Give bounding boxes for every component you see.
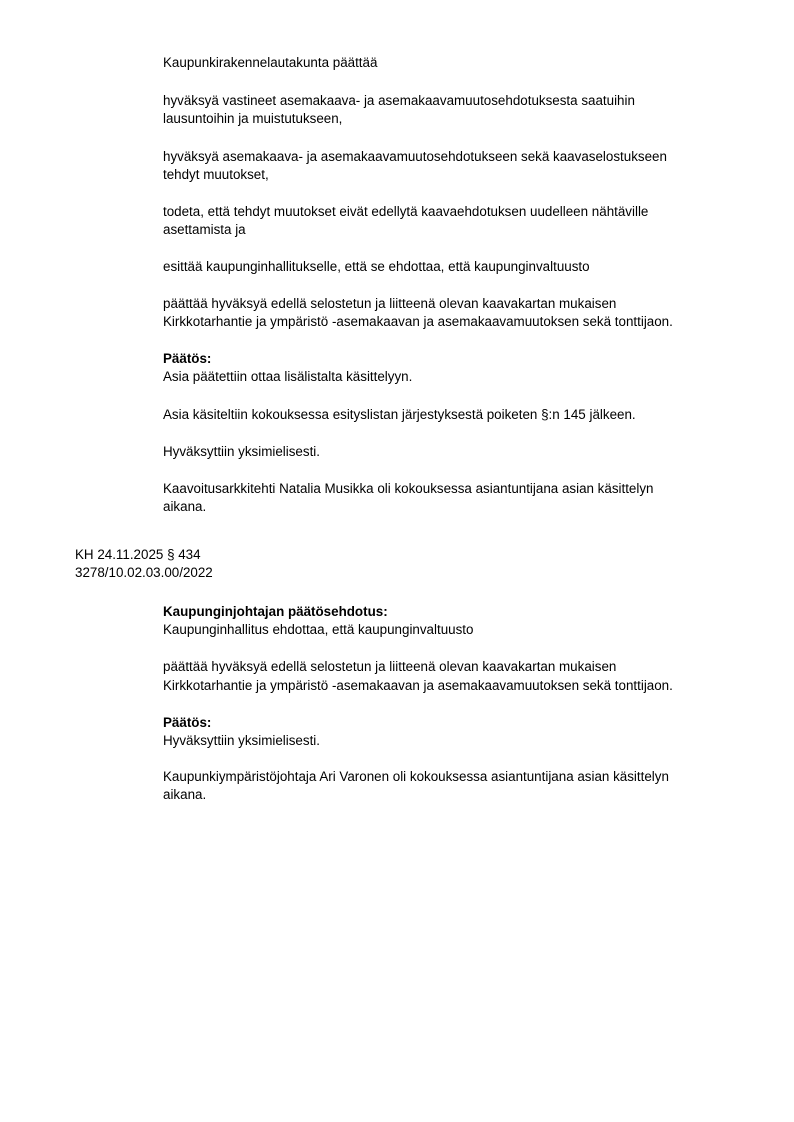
expert2-line-1: Kaupunkiympäristöjohtaja Ari Varonen oli kokouksessa asiantuntijana asian käsittelyn [163, 769, 669, 784]
proposal-body-line-2: Kirkkotarhantie ja ympäristö -asemakaavan ja asemakaavamuutoksen sekä tonttijaon. [163, 678, 673, 693]
proposal-heading: Kaupunginjohtajan päätösehdotus: [163, 604, 388, 619]
decision-line-1: Asia päätettiin ottaa lisälistalta käsittelyyn. [163, 369, 413, 384]
proposal-body-line-1: päättää hyväksyä edellä selostetun ja liitteenä olevan kaavakartan mukaisen [163, 659, 617, 674]
meeting-reference: KH 24.11.2025 § 434 [75, 547, 201, 562]
decision-item-3-line-1: todeta, että tehdyt muutokset eivät edellytä kaavaehdotuksen uudelleen nähtäville [163, 204, 649, 219]
decision-heading-2: Päätös: [163, 715, 212, 730]
decision-item-2-line-2: tehdyt muutokset, [163, 167, 269, 182]
decision-item-5-line-1: päättää hyväksyä edellä selostetun ja liitteenä olevan kaavakartan mukaisen [163, 296, 617, 311]
expert-line-2: aikana. [163, 499, 207, 514]
decision-item-3-line-2: asettamista ja [163, 222, 246, 237]
diary-number: 3278/10.02.03.00/2022 [75, 565, 213, 580]
expert-line-1: Kaavoitusarkkitehti Natalia Musikka oli kokouksessa asiantuntijana asian käsittelyn [163, 481, 654, 496]
board-intro: Kaupunkirakennelautakunta päättää [163, 55, 378, 70]
decision-item-1-line-1: hyväksyä vastineet asemakaava- ja asemakaavamuutosehdotuksesta saatuihin [163, 93, 635, 108]
decision-line-3: Hyväksyttiin yksimielisesti. [163, 444, 320, 459]
expert2-line-2: aikana. [163, 787, 207, 802]
decision-line-2: Asia käsiteltiin kokouksessa esityslistan järjestyksestä poiketen §:n 145 jälkeen. [163, 407, 636, 422]
decision-item-2-line-1: hyväksyä asemakaava- ja asemakaavamuutosehdotukseen sekä kaavaselostukseen [163, 149, 667, 164]
decision-item-1-line-2: lausuntoihin ja muistutukseen, [163, 111, 343, 126]
decision-heading-1: Päätös: [163, 351, 212, 366]
proposal-line: Kaupunginhallitus ehdottaa, että kaupunginvaltuusto [163, 622, 474, 637]
decision-item-4: esittää kaupunginhallitukselle, että se ehdottaa, että kaupunginvaltuusto [163, 259, 590, 274]
decision-item-5-line-2: Kirkkotarhantie ja ympäristö -asemakaavan ja asemakaavamuutoksen sekä tonttijaon. [163, 314, 673, 329]
decision-line-2-1: Hyväksyttiin yksimielisesti. [163, 733, 320, 748]
